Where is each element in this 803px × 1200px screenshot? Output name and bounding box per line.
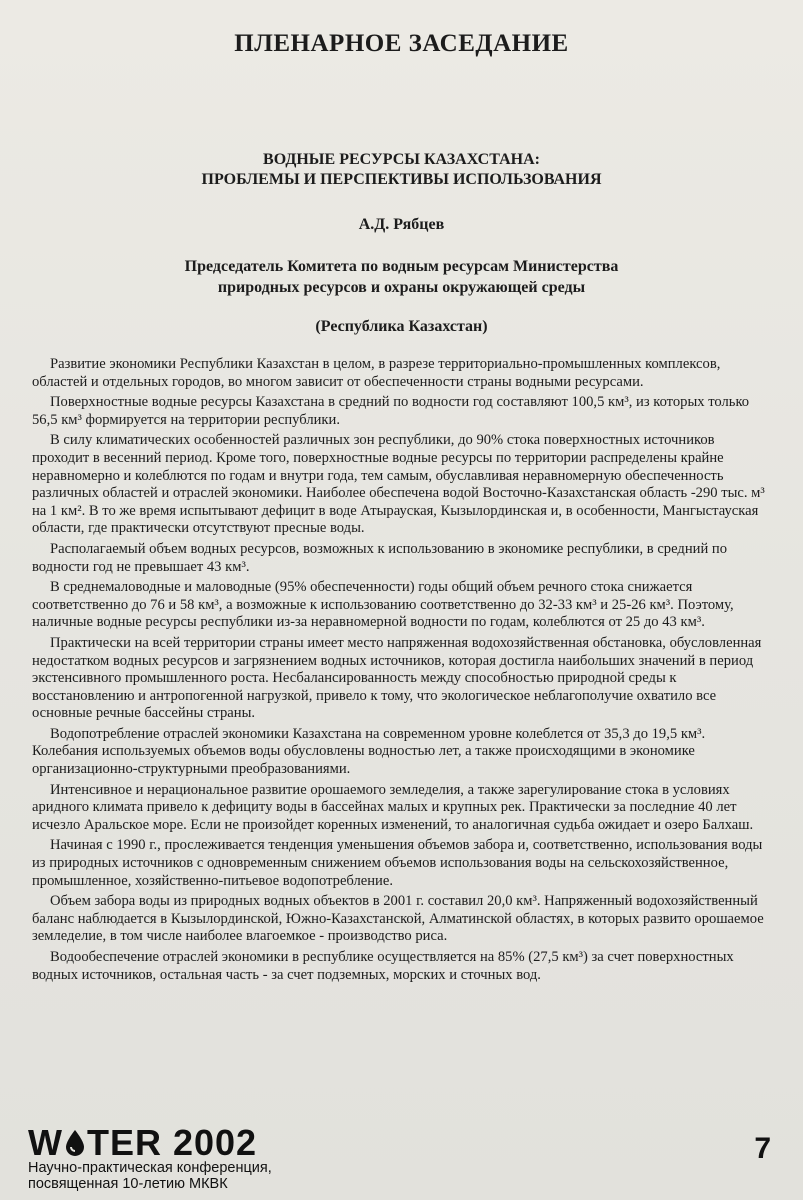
paragraph: Водопотребление отраслей экономики Казахстана на современном уровне колеблется от 35,3 до 19,5 км³. Колебания используемых объемов воды обусловлены водностью лет, а также происходящими в экономике организационно-структурными преобразованиями. [32, 725, 706, 778]
paragraph: Объем забора воды из природных водных объектов в 2001 г. составил 20,0 км³. Напряженный водохозяйственный баланс наблюдается в Кызылординской, Южно-Казахстанской, Алматинской областях, в которых развито орошаемое земледелие, в том числе наиболее влагоемкое - производство риса. [32, 893, 764, 945]
paragraph: Практически на всей территории страны имеет место напряженная водохозяйственная обстановка, обусловленная недостатком водных ресурсов и загрязнением водных источников, которая достигла наибольших значений в период экстенсивного промышленного роста. Несбалансированность между способностью природной среды к восстановлению и антропогенной нагрузкой, привело к тому, что экологическое неблагополучие охватило все основные речные бассейны страны. [32, 634, 762, 722]
paragraph: В среднемаловодные и маловодные (95% обеспеченности) годы общий объем речного стока снижается соответственно до 76 и 58 км³, а возможные к использованию соответственно до 32-33 км³ и 25-26 км³. Поэтому, наличные водные ресурсы республики из-за неравномерной водности по годам, колеблются от 25 до 43 км³. [32, 579, 734, 631]
conference-subtitle [28, 1160, 272, 1192]
article-body [32, 356, 772, 984]
author-country: (Республика Казахстан) [315, 318, 488, 335]
author-position-line-1: Председатель Комитета по водным ресурсам Министерства [184, 258, 619, 275]
article-title-line-1: ВОДНЫЕ РЕСУРСЫ КАЗАХСТАНА: [263, 151, 540, 168]
conference-subtitle-line-2: посвященная 10-летию МКВК [28, 1176, 228, 1192]
conference-subtitle-line-1: Научно-практическая конференция, [28, 1160, 272, 1176]
paragraph: Располагаемый объем водных ресурсов, возможных к использованию в экономике республики, в средний по водности год не превышает 43 км³. [32, 540, 728, 575]
paragraph: Начиная с 1990 г., прослеживается тенденция уменьшения объемов забора и, соответственно, использования воды из природных источников с одновременным снижением объемов использования воды на сельскохозяйственное, промышленное, хозяйственно-питьевое водопотребление. [32, 837, 763, 889]
author-position-line-2: природных ресурсов и охраны окружающей среды [217, 279, 586, 296]
water-drop-icon [63, 1124, 87, 1152]
water-2002-logo [28, 1122, 257, 1164]
article-title [0, 150, 803, 190]
author-position [0, 256, 803, 298]
logo-text: TER 2002 [86, 1122, 258, 1163]
paragraph: Развитие экономики Республики Казахстан в целом, в разрезе территориально-промышленных комплексов, областей и отдельных городов, во многом зависит от обеспеченности страны водными ресурсами. [32, 356, 721, 390]
author-name: А.Д. Рябцев [358, 216, 445, 233]
paragraph: В силу климатических особенностей различных зон республики, до 90% стока поверхностных источников проходит в весенний период. Кроме того, поверхностные водные ресурсы по территории распределены крайне неравномерно и колеблются по годам и внутри года, тем самым, обуславливая неравномерную обеспеченность различных областей и отраслей экономики. Наиболее обеспечена водой Восточно-Казахстанская область -290 тыс. м³ на 1 км². В то же время испытывают дефицит в воде Атырауская, Кызылординская и, в особенности, Мангыстауская области, где практически отсутствуют пресные воды. [32, 432, 765, 537]
section-title: ПЛЕНАРНОЕ ЗАСЕДАНИЕ [234, 30, 569, 57]
paragraph: Интенсивное и нерациональное развитие орошаемого земледелия, а также зарегулирование стока в условиях аридного климата привело к дефициту воды в бассейнах малых и крупных рек. Практически за последние 40 лет исчезло Аральское море. Если не произойдет коренных изменений, то аналогичная судьба ожидает и озеро Балхаш. [32, 781, 754, 833]
logo-letter-w: W [28, 1122, 63, 1163]
article-title-line-2: ПРОБЛЕМЫ И ПЕРСПЕКТИВЫ ИСПОЛЬЗОВАНИЯ [201, 171, 602, 188]
paragraph: Водообеспечение отраслей экономики в республике осуществляется на 85% (27,5 км³) за счет поверхностных водных источников, остальная часть - за счет подземных, морских и сточных вод. [32, 949, 734, 983]
page-number: 7 [754, 1132, 771, 1165]
paragraph: Поверхностные водные ресурсы Казахстана в средний по водности год составляют 100,5 км³, из которых только 56,5 км³ формируется на территории республики. [32, 394, 750, 428]
